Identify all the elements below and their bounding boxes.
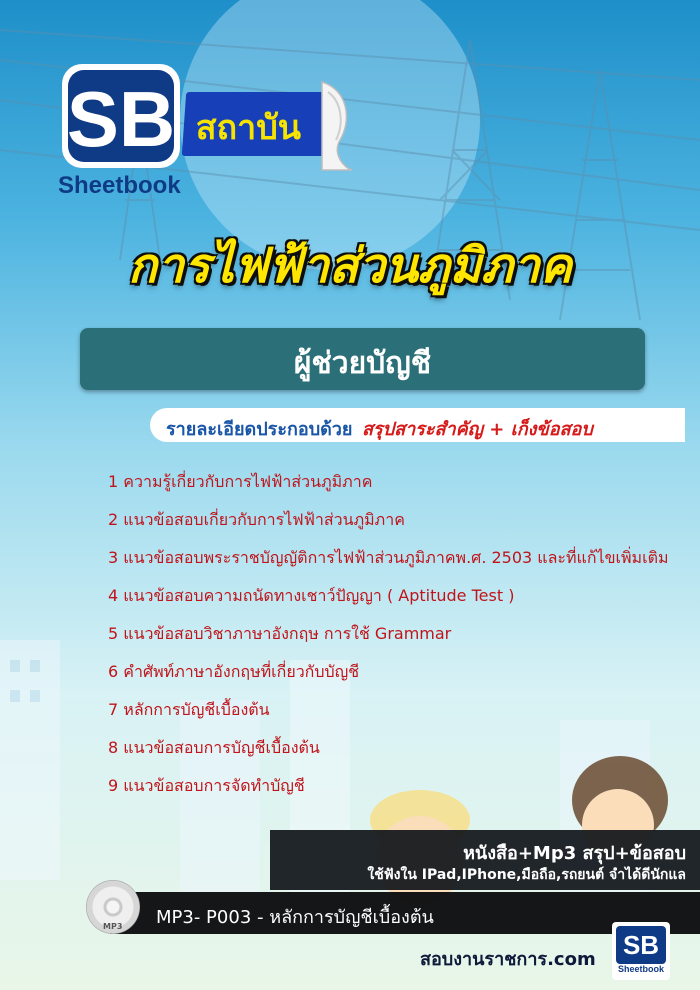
list-item: 2 แนวข้อสอบเกี่ยวกับการไฟฟ้าส่วนภูมิภาค <box>108 510 405 529</box>
sb-logo-icon <box>60 62 182 170</box>
list-item: 7 หลักการบัญชีเบื้องต้น <box>108 700 270 719</box>
website-link[interactable]: สอบงานราชการ.com <box>420 949 596 970</box>
details-banner <box>150 408 685 442</box>
page-title: การไฟฟ้าส่วนภูมิภาค <box>128 238 572 294</box>
mini-logo-text: Sheetbook <box>617 964 664 974</box>
list-item: 4 แนวข้อสอบความถนัดทางเชาว์ปัญญา ( Aptitude Test ) <box>108 586 515 605</box>
list-item: 9 แนวข้อสอบการจัดทำบัญชี <box>108 776 305 795</box>
details-highlight: สรุปสาระสำคัญ + เก็งข้อสอบ <box>362 419 593 440</box>
mini-logo-mark: SB <box>616 926 666 964</box>
brand-name: Sheetbook <box>58 172 181 199</box>
logo-text: SB <box>66 75 176 163</box>
promo-line-1: หนังสือ+Mp3 สรุป+ข้อสอบ <box>463 843 686 864</box>
mp3-text: MP3- P003 - หลักการบัญชีเบื้องต้น <box>156 907 434 928</box>
promo-line-2: ใช้ฟังใน IPad,IPhone,มือถือ,รถยนต์ จำได้ดีนักแล <box>367 867 686 883</box>
page-curl-icon <box>318 80 354 172</box>
promo-box <box>270 830 700 890</box>
list-item: 3 แนวข้อสอบพระราชบัญญัติการไฟฟ้าส่วนภูมิภาคพ.ศ. 2503 และที่แก้ไขเพิ่มเติม <box>108 548 669 567</box>
mini-sb-logo-icon <box>612 922 670 980</box>
topic-list <box>108 470 698 812</box>
details-prefix: รายละเอียดประกอบด้วย <box>166 419 353 440</box>
list-item: 5 แนวข้อสอบวิชาภาษาอังกฤษ การใช้ Grammar <box>108 624 452 643</box>
list-item: 6 คำศัพท์ภาษาอังกฤษที่เกี่ยวกับบัญชี <box>108 662 360 681</box>
list-item: 8 แนวข้อสอบการบัญชีเบื้องต้น <box>108 738 320 757</box>
position-title: ผู้ช่วยบัญชี <box>293 346 432 381</box>
position-banner <box>80 328 645 390</box>
logo-word-banner <box>182 92 336 156</box>
logo-word: สถาบัน <box>195 108 302 148</box>
list-item: 1 ความรู้เกี่ยวกับการไฟฟ้าส่วนภูมิภาค <box>108 472 373 491</box>
disc-label: MP3 <box>103 922 123 931</box>
